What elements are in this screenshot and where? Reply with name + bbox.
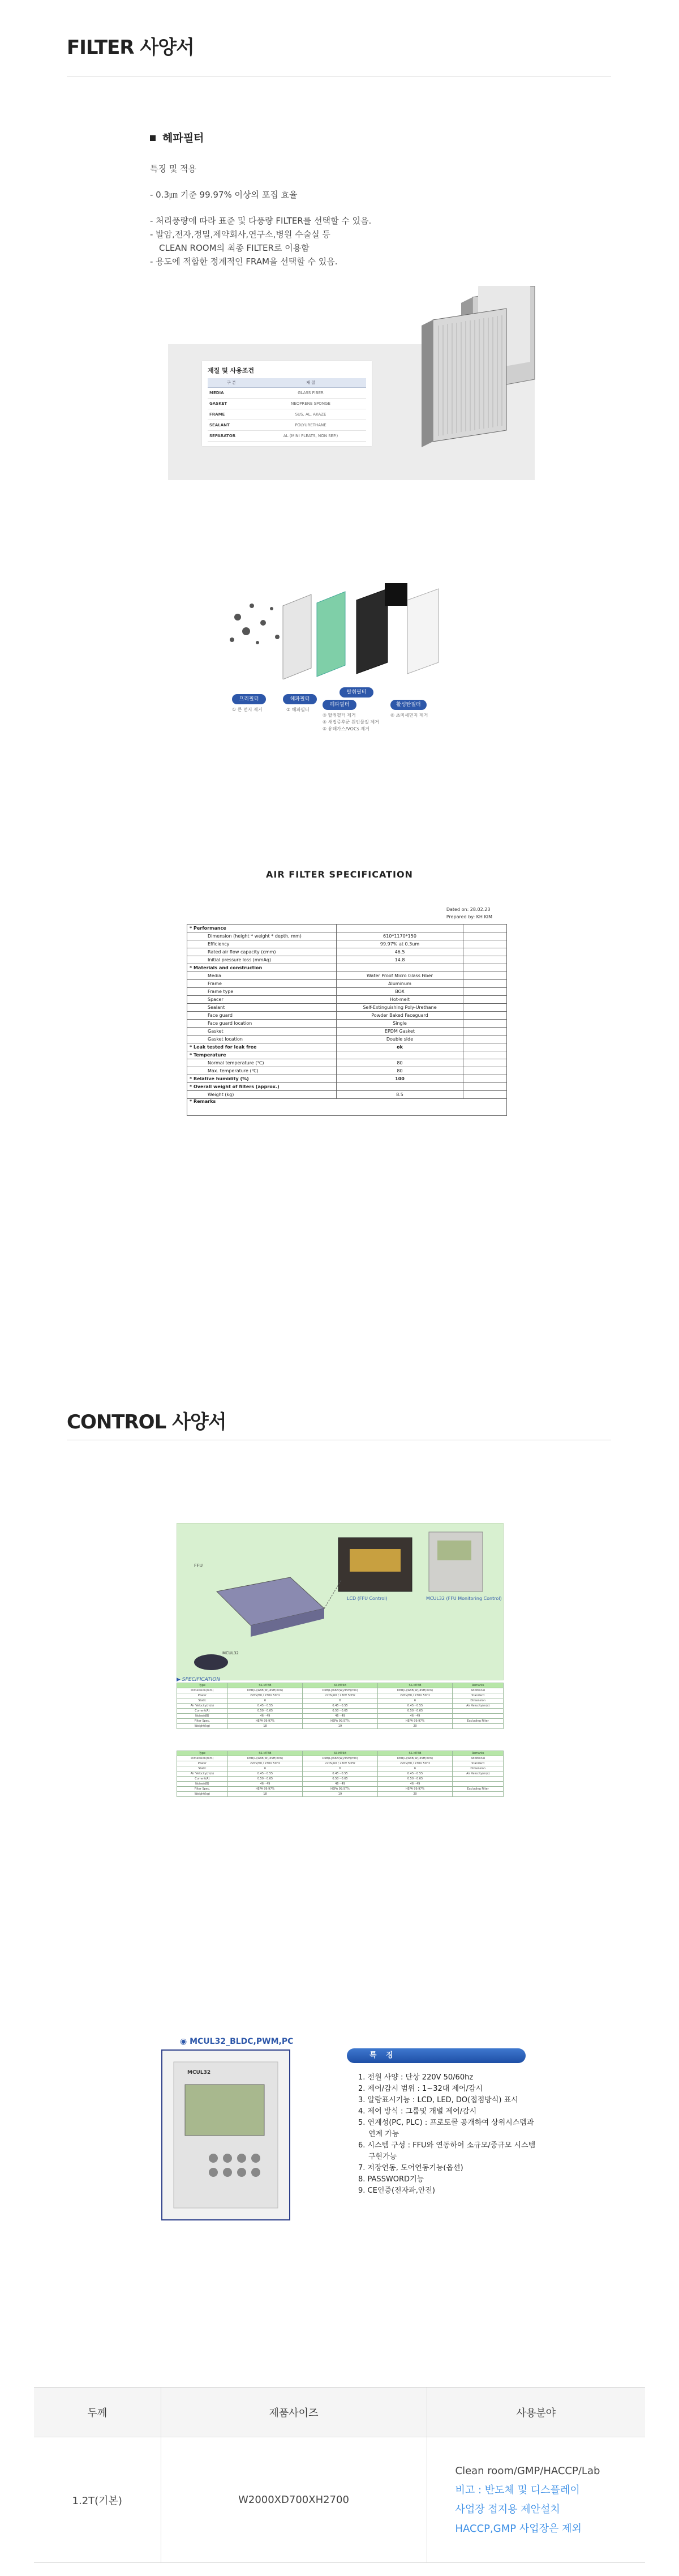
control-table-caption: ▶ SPECIFICATION: [177, 1677, 221, 1683]
table-cell: D6B(L)/A6B(W)/45H(mm): [377, 1688, 453, 1693]
spec-label: * Overall weight of filters (approx.): [187, 1083, 337, 1091]
spec-extra: [463, 1020, 507, 1028]
table-cell: HEPA 99.97%: [377, 1787, 453, 1792]
spec-label: Media: [187, 972, 337, 980]
spec-key: SEPARATOR: [208, 431, 255, 442]
spec-label: Dimension (height * weight * depth, mm): [187, 932, 337, 940]
column-header: Remarks: [453, 1751, 504, 1756]
table-row: [208, 388, 366, 399]
table-cell: HEPA 99.97%: [303, 1719, 378, 1724]
square-bullet-icon: [150, 135, 156, 141]
table-row: [177, 1761, 504, 1766]
table-cell: Air Velocity(m/s): [177, 1771, 228, 1777]
spec-value: 46.5: [337, 948, 463, 956]
table-row: [177, 1709, 504, 1714]
column-header: Type: [177, 1751, 228, 1756]
table-cell: 20: [377, 1724, 453, 1729]
mcul-device-label: MCUL32: [187, 2070, 211, 2076]
feature-item: 4. 제어 방식 : 그룹및 개별 제어/감시: [358, 2107, 477, 2116]
spec-label: Rated air flow capacity (cmm): [187, 948, 337, 956]
table-row: [177, 1693, 504, 1698]
spec-label: Spacer: [187, 996, 337, 1004]
spec-extra: [463, 1004, 507, 1012]
table-row: [187, 1043, 507, 1051]
spec-label: * Materials and construction: [187, 964, 337, 972]
spec-extra: [463, 1091, 507, 1099]
feature-item: 3. 알람표시기능 : LCD, LED, DO(접점방식) 표시: [358, 2096, 518, 2104]
spec-label: * Performance: [187, 925, 337, 932]
table-row: [177, 1719, 504, 1724]
table-cell: 0.50 - 0.65: [227, 1777, 303, 1782]
table-cell: 6: [303, 1766, 378, 1771]
table-row: [187, 1067, 507, 1075]
table-row: [187, 1059, 507, 1067]
table-cell: Power: [177, 1761, 228, 1766]
table-row: [187, 940, 507, 948]
table-cell: 220V/60 / 230V 50Hz: [303, 1761, 378, 1766]
feature-item: 6. 시스템 구성 : FFU와 연동하여 소규모/중규모 시스템: [358, 2141, 536, 2150]
ffu-motor: [194, 1654, 228, 1670]
usage-note: 사업장 접지용 제안설치: [455, 2503, 560, 2515]
spec-extra: [463, 980, 507, 988]
table-cell: 0.45 - 0.55: [227, 1771, 303, 1777]
table-cell: Weight(kg): [177, 1724, 228, 1729]
spec-extra: [463, 1075, 507, 1083]
layer-caption: ③ 탈취필터 제거 ④ 새집증후군 원인물질 제거 ⑤ 유해가스/VOCs 제거: [323, 713, 379, 731]
size-header: 제품사이즈: [161, 2387, 427, 2437]
spec-value: 610*1170*150: [337, 932, 463, 940]
table-cell: Current(A): [177, 1777, 228, 1782]
hepa-heading: [150, 131, 546, 145]
spec-label: Frame type: [187, 988, 337, 996]
spec-value: Powder Baked Faceguard: [337, 1012, 463, 1020]
table-cell: 0.50 - 0.65: [303, 1709, 378, 1714]
table-row: [187, 988, 507, 996]
control-system-illustration: [177, 1524, 504, 1681]
hepa-line: - 0.3㎛ 기준 99.97% 이상의 포집 효율: [150, 190, 298, 200]
table-cell: 6: [377, 1698, 453, 1704]
table-row: [208, 431, 366, 442]
table-cell: 46 - 49: [303, 1782, 378, 1787]
hepa-line: - 발암,전자,정밀,제약회사,연구소,병원 수술실 등: [150, 229, 330, 239]
table-row: [187, 932, 507, 940]
feature-item: 연계 가능: [368, 2130, 399, 2138]
table-cell: 0.45 - 0.55: [377, 1704, 453, 1709]
table-row: [177, 1698, 504, 1704]
table-row: [187, 1012, 507, 1020]
hepa-subtitle: 특징 및 적용: [150, 164, 196, 174]
table-row: [177, 1787, 504, 1792]
feature-item: 2. 제어/감시 범위 : 1~32대 제어/감시: [358, 2085, 483, 2093]
table-row: [187, 1091, 507, 1099]
layer-label-pill: 활성탄필터: [390, 700, 427, 710]
layer-label-pill: 헤파필터: [283, 694, 317, 704]
spec-value: [337, 925, 463, 932]
features-heading: 특 징: [347, 2048, 526, 2063]
table-cell: HEPA 99.97%: [227, 1719, 303, 1724]
spec-label: Gasket location: [187, 1035, 337, 1043]
spec-value: Self-Extinguishing Poly-Urethane: [337, 1004, 463, 1012]
spec-extra: [463, 1043, 507, 1051]
spec-extra: [463, 964, 507, 972]
table-cell: Air Velocity(m/s): [453, 1771, 504, 1777]
spec-extra: [463, 1012, 507, 1020]
spec-label: * Relative humidity (%): [187, 1075, 337, 1083]
spec-extra: [463, 1051, 507, 1059]
spec-value: ok: [337, 1043, 463, 1051]
table-row: [177, 1792, 504, 1797]
table-row: [187, 1004, 507, 1012]
control-spec-table: [177, 1683, 504, 1729]
spec-label: Initial pressure loss (mmAq): [187, 956, 337, 964]
spec-extra: [463, 1059, 507, 1067]
feature-item: 구현가능: [368, 2153, 397, 2161]
hepa-name: 헤파필터: [162, 132, 204, 144]
spec-value: SUS, AL, AKAZE: [255, 409, 366, 420]
table-cell: Excluding Filter: [453, 1787, 504, 1792]
spec-extra: [463, 956, 507, 964]
spec-extra: [463, 972, 507, 980]
spec-value: NEOPRENE SPONGE: [255, 399, 366, 409]
spec-label: Weight (kg): [187, 1091, 337, 1099]
table-row: [177, 1766, 504, 1771]
spec-header: 구 분: [208, 378, 255, 388]
column-header: SS-MT6B: [303, 1683, 378, 1688]
table-cell: Noise(dB): [177, 1714, 228, 1719]
spec-extra: [463, 1067, 507, 1075]
table-cell: 0.50 - 0.65: [303, 1777, 378, 1782]
pre-filter-layer: [283, 594, 311, 679]
spec-extra: [463, 940, 507, 948]
table-cell: 6: [227, 1766, 303, 1771]
usage-line: Clean room/GMP/HACCP/Lab: [455, 2464, 600, 2477]
table-row: [187, 1020, 507, 1028]
table-row: [187, 1028, 507, 1035]
table-row: [187, 996, 507, 1004]
table-cell: 46 - 49: [303, 1714, 378, 1719]
layer-label-pill: 프리필터: [232, 694, 266, 704]
spec-value: Hot-melt: [337, 996, 463, 1004]
table-cell: 19: [303, 1724, 378, 1729]
mcul-device-illustration: [162, 2051, 289, 2219]
spec-value: GLASS FIBER: [255, 388, 366, 399]
material-spec-table: [208, 378, 366, 442]
spec-value: 80: [337, 1059, 463, 1067]
table-cell: 46 - 49: [377, 1714, 453, 1719]
table-cell: [453, 1714, 504, 1719]
table-row: [177, 1688, 504, 1693]
table-cell: 20: [377, 1792, 453, 1797]
table-cell: 6: [377, 1766, 453, 1771]
spec-value: 14.8: [337, 956, 463, 964]
table-row: [187, 1051, 507, 1059]
table-cell: 19: [303, 1792, 378, 1797]
mcul-title: ◉ MCUL32_BLDC,PWM,PC: [180, 2037, 294, 2046]
table-cell: Static: [177, 1698, 228, 1704]
feature-item: 9. CE인증(전자파,안전): [358, 2186, 436, 2195]
table-cell: Air Velocity(m/s): [453, 1704, 504, 1709]
table-row: [177, 1777, 504, 1782]
material-spec-card: [202, 361, 372, 446]
spec-dated: Dated on: 28.02.23: [446, 907, 491, 912]
table-cell: HEPA 99.97%: [227, 1787, 303, 1792]
table-cell: [453, 1782, 504, 1787]
lcd-label: LCD (FFU Control): [347, 1596, 388, 1601]
spec-extra: [463, 996, 507, 1004]
usage-note: HACCP,GMP 사업장은 제외: [455, 2522, 582, 2535]
spec-value: EPDM Gasket: [337, 1028, 463, 1035]
spec-label: * Leak tested for leak free: [187, 1043, 337, 1051]
table-cell: 0.45 - 0.55: [303, 1771, 378, 1777]
mcul32-label: MCUL32 (FFU Monitoring Control): [426, 1596, 502, 1601]
carbon-layer: [356, 589, 388, 674]
filter-layers-diagram: [221, 583, 458, 731]
table-cell: Dimension: [453, 1766, 504, 1771]
table-cell: Air Velocity(m/s): [177, 1704, 228, 1709]
spec-key: SEALANT: [208, 420, 255, 431]
filter-section-title: FILTER 사양서: [67, 36, 194, 59]
spec-key: MEDIA: [208, 388, 255, 399]
table-cell: Standard: [453, 1693, 504, 1698]
spec-extra: [463, 948, 507, 956]
table-cell: 46 - 49: [227, 1714, 303, 1719]
table-cell: D6B(L)/A6B(W)/45H(mm): [227, 1688, 303, 1693]
table-row: [208, 420, 366, 431]
spec-value: 99.97% at 0.3um: [337, 940, 463, 948]
thickness-value: 1.2T(기본): [34, 2437, 161, 2563]
table-row: [177, 1756, 504, 1761]
table-cell: Filter Spec.: [177, 1787, 228, 1792]
spec-extra: [463, 1083, 507, 1091]
hepa-layer-1: [317, 592, 345, 677]
usage-value: [427, 2437, 645, 2563]
table-cell: Current(A): [177, 1709, 228, 1714]
table-cell: 0.50 - 0.65: [377, 1777, 453, 1782]
table-row: [187, 1035, 507, 1043]
material-spec-title: 재질 및 사용조건: [208, 367, 255, 374]
dust-particles: [230, 604, 280, 644]
size-value: W2000XD700XH2700: [161, 2437, 427, 2563]
column-header: SS-MT6B: [377, 1683, 453, 1688]
table-cell: D6B(L)/A6B(W)/45H(mm): [303, 1688, 378, 1693]
layer-caption: ⑥ 초미세먼지 제거: [390, 713, 428, 718]
table-cell: Excluding Filter: [453, 1719, 504, 1724]
spec-label: Efficiency: [187, 940, 337, 948]
table-cell: 220V/60 / 230V 50Hz: [227, 1761, 303, 1766]
spec-key: FRAME: [208, 409, 255, 420]
spec-meta: [446, 906, 492, 921]
hepa-layer-2: [407, 589, 439, 674]
control-spec-table-2: [177, 1751, 504, 1797]
hepa-line: - 용도에 적합한 정계적인 FRAM을 선택할 수 있음.: [150, 256, 338, 267]
spec-value: 80: [337, 1067, 463, 1075]
table-cell: 18: [227, 1792, 303, 1797]
table-cell: [453, 1777, 504, 1782]
table-cell: HEPA 99.97%: [303, 1787, 378, 1792]
spec-value: 8.5: [337, 1091, 463, 1099]
table-row: [187, 972, 507, 980]
table-cell: [453, 1709, 504, 1714]
table-cell: 220V/60 / 230V 50Hz: [377, 1693, 453, 1698]
mcul32-name: MCUL32: [222, 1651, 239, 1655]
spec-value: 100: [337, 1075, 463, 1083]
hepa-line: CLEAN ROOM의 최종 FILTER로 이용함: [159, 243, 310, 253]
spec-value: Single: [337, 1020, 463, 1028]
table-row: [208, 409, 366, 420]
spec-value: [337, 1083, 463, 1091]
usage-header: 사용분야: [427, 2387, 645, 2437]
air-filter-spec-table: [187, 924, 507, 1116]
hepa-filter-image: [422, 286, 552, 450]
table-cell: 0.45 - 0.55: [377, 1771, 453, 1777]
table-cell: Dimension(mm): [177, 1688, 228, 1693]
spec-extra: [463, 925, 507, 932]
carbon-detail: [385, 583, 407, 606]
spec-label: Normal temperature (℃): [187, 1059, 337, 1067]
feature-item: 8. PASSWORD기능: [358, 2175, 424, 2184]
table-cell: 18: [227, 1724, 303, 1729]
spec-value: AL (MINI PLEATS, NON SEP.): [255, 431, 366, 442]
table-row: [187, 1075, 507, 1083]
table-cell: Standard: [453, 1761, 504, 1766]
spec-label: Face guard location: [187, 1020, 337, 1028]
layer-label-pill: 헤파필터: [323, 700, 356, 710]
table-row: [177, 1771, 504, 1777]
table-row: [177, 1714, 504, 1719]
spec-value: Water Proof Micro Glass Fiber: [337, 972, 463, 980]
feature-item: 1. 전원 사양 : 단상 220V 50/60hz: [358, 2073, 474, 2082]
table-cell: 0.50 - 0.65: [227, 1709, 303, 1714]
table-cell: D6B(L)/A6B(W)/45H(mm): [227, 1756, 303, 1761]
column-header: SS-MT6B: [377, 1751, 453, 1756]
air-filter-spec-title: AIR FILTER SPECIFICATION: [266, 869, 413, 880]
column-header: SS-MT6B: [227, 1751, 303, 1756]
table-row: [208, 399, 366, 409]
table-row: [34, 2437, 645, 2563]
control-section-title: CONTROL 사양서: [67, 1411, 226, 1434]
table-cell: HEPA 99.97%: [377, 1719, 453, 1724]
table-cell: Additional: [453, 1756, 504, 1761]
table-cell: 220V/60 / 230V 50Hz: [303, 1693, 378, 1698]
hepa-line: - 처리풍량에 따라 표준 및 다풍량 FILTER를 선택할 수 있음.: [150, 216, 372, 226]
table-row: [177, 1704, 504, 1709]
table-header-row: [177, 1751, 504, 1756]
filter-layers-illustration: [221, 583, 458, 679]
table-row: [187, 980, 507, 988]
feature-item: 7. 저장연동, 도어연동기능(옵션): [358, 2164, 463, 2172]
layer-caption: ① 큰 먼지 제거: [232, 707, 263, 712]
spec-extra: [463, 1035, 507, 1043]
table-cell: [453, 1792, 504, 1797]
spec-label: Max. temperature (℃): [187, 1067, 337, 1075]
features-list: [358, 2072, 551, 2197]
spec-value: [337, 964, 463, 972]
mcul-device-image: [161, 2049, 290, 2220]
spec-header: 재 질: [255, 378, 366, 388]
spec-label: Gasket: [187, 1028, 337, 1035]
table-cell: 0.50 - 0.65: [377, 1709, 453, 1714]
remarks-row: [187, 1099, 507, 1116]
spec-label: Face guard: [187, 1012, 337, 1020]
usage-note: 비고 : 반도체 및 디스플레이: [455, 2484, 580, 2496]
remarks-label: * Remarks: [187, 1099, 507, 1116]
table-cell: Dimension: [453, 1698, 504, 1704]
spec-value: POLYURETHANE: [255, 420, 366, 431]
layer-caption: ② 헤파필터: [286, 707, 310, 712]
spec-extra: [463, 988, 507, 996]
column-header: Type: [177, 1683, 228, 1688]
table-cell: Dimension(mm): [177, 1756, 228, 1761]
table-cell: 0.45 - 0.55: [227, 1704, 303, 1709]
table-cell: D6B(L)/A6B(W)/45H(mm): [377, 1756, 453, 1761]
thickness-header: 두께: [34, 2387, 161, 2437]
table-row: [187, 1083, 507, 1091]
feature-item: 5. 연계성(PC, PLC) : 프로토콜 공개하여 상위시스템과: [358, 2119, 534, 2127]
spec-label: Sealant: [187, 1004, 337, 1012]
table-row: [187, 948, 507, 956]
table-cell: 0.45 - 0.55: [303, 1704, 378, 1709]
table-cell: 220V/60 / 230V 50Hz: [377, 1761, 453, 1766]
layer-label-pill: 탈취필터: [340, 687, 373, 698]
table-cell: Power: [177, 1693, 228, 1698]
column-header: Remarks: [453, 1683, 504, 1688]
table-cell: Filter Spec.: [177, 1719, 228, 1724]
table-cell: Noise(dB): [177, 1782, 228, 1787]
control-system-image: [177, 1523, 504, 1680]
table-cell: 220V/60 / 230V 50Hz: [227, 1693, 303, 1698]
table-cell: [453, 1724, 504, 1729]
column-header: SS-MT6B: [227, 1683, 303, 1688]
spec-label: Frame: [187, 980, 337, 988]
spec-value: Double side: [337, 1035, 463, 1043]
spec-value: BOX: [337, 988, 463, 996]
spec-value: [337, 1051, 463, 1059]
table-header-row: [177, 1683, 504, 1688]
product-size-table: [34, 2387, 645, 2563]
table-row: [187, 925, 507, 932]
table-cell: Static: [177, 1766, 228, 1771]
table-cell: 46 - 49: [227, 1782, 303, 1787]
table-row: [187, 964, 507, 972]
spec-extra: [463, 1028, 507, 1035]
table-cell: D6B(L)/A6B(W)/45H(mm): [303, 1756, 378, 1761]
spec-prepared: Prepared by: KH KIM: [446, 914, 492, 919]
column-header: SS-MT6B: [303, 1751, 378, 1756]
table-cell: Additional: [453, 1688, 504, 1693]
table-cell: 46 - 49: [377, 1782, 453, 1787]
table-cell: 6: [303, 1698, 378, 1704]
spec-value: Aluminum: [337, 980, 463, 988]
table-cell: 6: [227, 1698, 303, 1704]
table-row: [177, 1724, 504, 1729]
table-cell: Weight(kg): [177, 1792, 228, 1797]
hepa-description: [150, 131, 546, 268]
table-row: [187, 956, 507, 964]
spec-label: * Temperature: [187, 1051, 337, 1059]
table-row: [177, 1782, 504, 1787]
spec-key: GASKET: [208, 399, 255, 409]
spec-extra: [463, 932, 507, 940]
ffu-label: FFU: [194, 1563, 203, 1568]
